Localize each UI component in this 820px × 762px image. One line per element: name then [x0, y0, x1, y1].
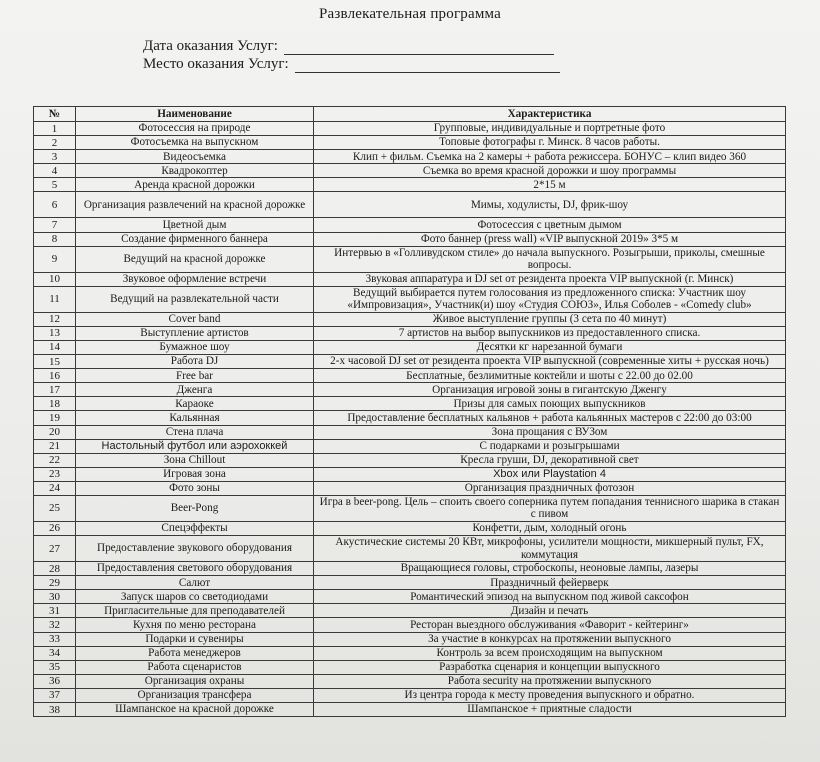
row-characteristic: За участие в конкурсах на протяжении выпускного — [314, 632, 786, 646]
row-name: Фотосъемка на выпускном — [76, 136, 314, 150]
row-name: Стена плача — [76, 425, 314, 439]
row-characteristic: Съемка во время красной дорожки и шоу программы — [314, 164, 786, 178]
table-row — [34, 425, 786, 439]
row-name: Cover band — [76, 312, 314, 326]
row-number: 17 — [34, 383, 76, 397]
row-characteristic: Разработка сценария и концепции выпускного — [314, 660, 786, 674]
table-row — [34, 178, 786, 192]
row-name: Шампанское на красной дорожке — [76, 703, 314, 717]
row-name: Звуковое оформление встречи — [76, 272, 314, 286]
row-name: Пригласительные для преподавателей — [76, 604, 314, 618]
service-place-blank-line — [295, 58, 560, 73]
service-place-label: Место оказания Услуг: — [143, 56, 289, 72]
row-name: Фотосессия на природе — [76, 122, 314, 136]
table-row — [34, 467, 786, 481]
table-row — [34, 286, 786, 312]
service-place-field — [143, 56, 560, 73]
table-row — [34, 397, 786, 411]
row-characteristic: Шампанское + приятные сладости — [314, 703, 786, 717]
header-characteristic: Характеристика — [314, 107, 786, 122]
row-name: Предоставления светового оборудования — [76, 562, 314, 576]
row-characteristic: Бесплатные, безлимитные коктейли и шоты с 22.00 до 02.00 — [314, 369, 786, 383]
row-number: 37 — [34, 688, 76, 702]
row-characteristic: Фото баннер (press wall) «VIP выпускной 2019» 3*5 м — [314, 232, 786, 246]
row-characteristic: Праздничный фейерверк — [314, 576, 786, 590]
row-characteristic: С подарками и розыгрышами — [314, 439, 786, 453]
table-row — [34, 481, 786, 495]
header-number: № — [34, 107, 76, 122]
row-characteristic: Кресла груши, DJ, декоративной свет — [314, 453, 786, 467]
row-name: Ведущий на развлекательной части — [76, 286, 314, 312]
row-characteristic: Организация праздничных фотозон — [314, 481, 786, 495]
table-row — [34, 150, 786, 164]
row-characteristic: Дизайн и печать — [314, 604, 786, 618]
row-number: 38 — [34, 703, 76, 717]
table-row — [34, 562, 786, 576]
row-number: 5 — [34, 178, 76, 192]
table-row — [34, 369, 786, 383]
row-name: Выступление артистов — [76, 326, 314, 340]
row-name: Караоке — [76, 397, 314, 411]
row-characteristic: Романтический эпизод на выпускном под живой саксофон — [314, 590, 786, 604]
row-number: 32 — [34, 618, 76, 632]
row-name: Ведущий на красной дорожке — [76, 246, 314, 272]
header-name: Наименование — [76, 107, 314, 122]
table-row — [34, 660, 786, 674]
row-characteristic: Контроль за всем происходящим на выпускном — [314, 646, 786, 660]
table-row — [34, 439, 786, 453]
row-characteristic: Ресторан выездного обслуживания «Фаворит - кейтеринг» — [314, 618, 786, 632]
row-name: Предоставление звукового оборудования — [76, 536, 314, 562]
row-name: Настольный футбол или аэрохоккей — [76, 439, 314, 453]
row-number: 9 — [34, 246, 76, 272]
row-characteristic: Конфетти, дым, холодный огонь — [314, 521, 786, 535]
row-name: Цветной дым — [76, 218, 314, 232]
row-number: 15 — [34, 355, 76, 369]
table-row — [34, 246, 786, 272]
table-row — [34, 521, 786, 535]
row-number: 8 — [34, 232, 76, 246]
row-number: 35 — [34, 660, 76, 674]
row-number: 30 — [34, 590, 76, 604]
row-number: 28 — [34, 562, 76, 576]
row-name: Организация развлечений на красной дорожке — [76, 192, 314, 218]
row-characteristic: 2-х часовой DJ set от резидента проекта VIP выпускной (современные хиты + русская ночь) — [314, 355, 786, 369]
table-row — [34, 453, 786, 467]
row-characteristic: Работа security на протяжении выпускного — [314, 674, 786, 688]
row-number: 3 — [34, 150, 76, 164]
row-name: Запуск шаров со светодиодами — [76, 590, 314, 604]
row-name: Beer-Pong — [76, 495, 314, 521]
table-row — [34, 576, 786, 590]
row-characteristic: 2*15 м — [314, 178, 786, 192]
table-header-row — [34, 107, 786, 122]
table-row — [34, 122, 786, 136]
row-number: 33 — [34, 632, 76, 646]
row-number: 25 — [34, 495, 76, 521]
row-number: 26 — [34, 521, 76, 535]
row-number: 10 — [34, 272, 76, 286]
table-row — [34, 355, 786, 369]
row-characteristic: Вращающиеся головы, стробоскопы, неоновые лампы, лазеры — [314, 562, 786, 576]
row-name: Кальянная — [76, 411, 314, 425]
row-name: Видеосъемка — [76, 150, 314, 164]
row-number: 20 — [34, 425, 76, 439]
table-row — [34, 632, 786, 646]
row-name: Организация трансфера — [76, 688, 314, 702]
row-number: 11 — [34, 286, 76, 312]
table-row — [34, 272, 786, 286]
row-characteristic: Из центра города к месту проведения выпускного и обратно. — [314, 688, 786, 702]
row-number: 21 — [34, 439, 76, 453]
row-characteristic: Клип + фильм. Съемка на 2 камеры + работа режиссера. БОНУС – клип видео 360 — [314, 150, 786, 164]
row-characteristic: Призы для самых поющих выпускников — [314, 397, 786, 411]
row-name: Работа DJ — [76, 355, 314, 369]
row-number: 2 — [34, 136, 76, 150]
row-characteristic: Игра в beer-pong. Цель – споить своего соперника путем попадания теннисного шарика в стакан с пивом — [314, 495, 786, 521]
table-row — [34, 604, 786, 618]
row-number: 14 — [34, 340, 76, 354]
table-row — [34, 192, 786, 218]
row-characteristic: Предоставление бесплатных кальянов + работа кальянных мастеров с 22:00 до 03:00 — [314, 411, 786, 425]
table-row — [34, 164, 786, 178]
row-name: Работа сценаристов — [76, 660, 314, 674]
program-table — [33, 106, 786, 717]
row-number: 24 — [34, 481, 76, 495]
row-name: Кухня по меню ресторана — [76, 618, 314, 632]
row-name: Салют — [76, 576, 314, 590]
table-row — [34, 703, 786, 717]
table-row — [34, 232, 786, 246]
row-number: 22 — [34, 453, 76, 467]
row-number: 34 — [34, 646, 76, 660]
document-title: Развлекательная программа — [318, 6, 502, 22]
row-number: 31 — [34, 604, 76, 618]
row-characteristic: Ведущий выбирается путем голосования из предложенного списка: Участник шоу «Импровизация», Участник(и) шоу «Студия СОЮЗ», Илья Соболев - «Comedy club» — [314, 286, 786, 312]
table-row — [34, 411, 786, 425]
row-number: 1 — [34, 122, 76, 136]
row-number: 4 — [34, 164, 76, 178]
row-name: Квадрокоптер — [76, 164, 314, 178]
table-row — [34, 688, 786, 702]
row-characteristic: Xbox или Playstation 4 — [314, 467, 786, 481]
row-name: Фото зоны — [76, 481, 314, 495]
table-row — [34, 618, 786, 632]
row-name: Аренда красной дорожки — [76, 178, 314, 192]
table-row — [34, 312, 786, 326]
row-characteristic: Топовые фотографы г. Минск. 8 часов работы. — [314, 136, 786, 150]
row-number: 7 — [34, 218, 76, 232]
row-name: Подарки и сувениры — [76, 632, 314, 646]
table-row — [34, 326, 786, 340]
row-characteristic: Мимы, ходулисты, DJ, фрик-шоу — [314, 192, 786, 218]
table-row — [34, 590, 786, 604]
row-characteristic: Десятки кг нарезанной бумаги — [314, 340, 786, 354]
row-number: 6 — [34, 192, 76, 218]
service-date-blank-line — [284, 40, 554, 55]
table-row — [34, 674, 786, 688]
row-number: 13 — [34, 326, 76, 340]
row-characteristic: 7 артистов на выбор выпускников из предоставленного списка. — [314, 326, 786, 340]
row-name: Организация охраны — [76, 674, 314, 688]
row-number: 19 — [34, 411, 76, 425]
row-characteristic: Акустические системы 20 КВт, микрофоны, усилители мощности, микшерный пульт, FX, коммутация — [314, 536, 786, 562]
row-name: Бумажное шоу — [76, 340, 314, 354]
row-number: 18 — [34, 397, 76, 411]
row-number: 23 — [34, 467, 76, 481]
table-row — [34, 136, 786, 150]
table-row — [34, 383, 786, 397]
row-number: 36 — [34, 674, 76, 688]
row-number: 27 — [34, 536, 76, 562]
row-number: 12 — [34, 312, 76, 326]
table-row — [34, 646, 786, 660]
row-name: Работа менеджеров — [76, 646, 314, 660]
table-row — [34, 340, 786, 354]
row-characteristic: Интервью в «Голливудском стиле» до начала выпускного. Розыгрыши, приколы, смешные вопросы. — [314, 246, 786, 272]
row-number: 29 — [34, 576, 76, 590]
row-name: Спецэффекты — [76, 521, 314, 535]
service-date-label: Дата оказания Услуг: — [143, 38, 278, 54]
row-characteristic: Зона прощания с ВУЗом — [314, 425, 786, 439]
row-name: Free bar — [76, 369, 314, 383]
row-characteristic: Звуковая аппаратура и DJ set от резидента проекта VIP выпускной (г. Минск) — [314, 272, 786, 286]
row-characteristic: Групповые, индивидуальные и портретные фото — [314, 122, 786, 136]
row-name: Зона Chillout — [76, 453, 314, 467]
table-row — [34, 218, 786, 232]
row-characteristic: Живое выступление группы (3 сета по 40 минут) — [314, 312, 786, 326]
service-date-field — [143, 38, 554, 55]
table-row — [34, 536, 786, 562]
row-name: Дженга — [76, 383, 314, 397]
row-number: 16 — [34, 369, 76, 383]
row-name: Игровая зона — [76, 467, 314, 481]
table-row — [34, 495, 786, 521]
row-name: Создание фирменного баннера — [76, 232, 314, 246]
row-characteristic: Организация игровой зоны в гигантскую Дженгу — [314, 383, 786, 397]
row-characteristic: Фотосессия с цветным дымом — [314, 218, 786, 232]
